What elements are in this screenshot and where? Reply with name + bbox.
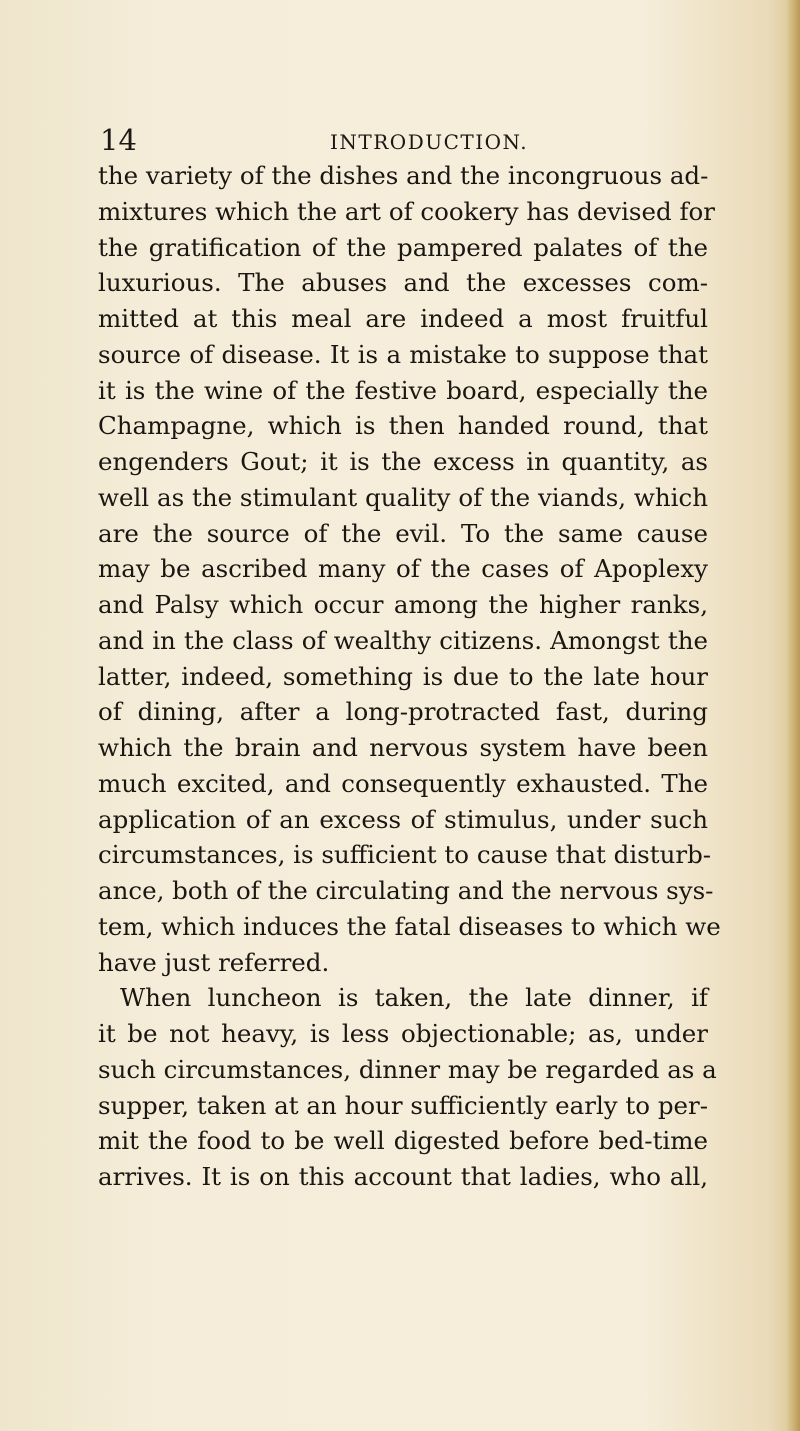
text-line: luxurious. The abuses and the excesses com- xyxy=(98,268,708,298)
paragraph-start-line: When luncheon is taken, the late dinner, if xyxy=(120,983,708,1013)
text-line: mit the food to be well digested before bed-time xyxy=(98,1126,708,1156)
text-line: mitted at this meal are indeed a most fruitful xyxy=(98,304,708,333)
text-line: latter, indeed, something is due to the late hour xyxy=(98,661,708,691)
text-line: source of disease. It is a mistake to suppose that xyxy=(98,339,708,369)
text-line: such circumstances, dinner may be regarded as a xyxy=(98,1054,717,1084)
text-line: and in the class of wealthy citizens. Amongst the xyxy=(98,625,708,655)
text-line: engenders Gout; it is the excess in quantity, as xyxy=(98,447,708,476)
text-line: Champagne, which is then handed round, that xyxy=(98,411,708,441)
text-line: ance, both of the circulating and the nervous sys- xyxy=(98,876,714,905)
text-line: it be not heavy, is less objectionable; as, under xyxy=(98,1019,708,1048)
running-head: INTRODUCTION. xyxy=(330,130,529,154)
text-line: it is the wine of the festive board, especially the xyxy=(98,375,708,405)
page-edge xyxy=(786,0,800,1431)
text-line: much excited, and consequently exhausted. The xyxy=(98,768,708,798)
text-line: arrives. It is on this account that ladies, who all, xyxy=(98,1162,708,1191)
text-line: which the brain and nervous system have been xyxy=(98,733,708,762)
text-line: the gratification of the pampered palates of the xyxy=(98,232,708,262)
text-line: circumstances, is sufficient to cause that disturb- xyxy=(98,840,712,870)
text-line: application of an excess of stimulus, under such xyxy=(98,804,708,834)
text-line: and Palsy which occur among the higher ranks, xyxy=(98,590,708,619)
text-line: well as the stimulant quality of the viands, which xyxy=(98,482,708,512)
text-line: the variety of the dishes and the incongruous ad- xyxy=(98,161,709,190)
body-text xyxy=(98,158,721,1195)
text-line: of dining, after a long-protracted fast, during xyxy=(98,697,708,727)
paragraph-end-line: have just referred. xyxy=(98,947,330,977)
text-line: mixtures which the art of cookery has devised for xyxy=(98,196,716,226)
text-line: may be ascribed many of the cases of Apoplexy xyxy=(98,554,708,584)
page-number: 14 xyxy=(100,123,137,157)
text-line: supper, taken at an hour sufficiently early to per- xyxy=(98,1090,708,1120)
page-header xyxy=(0,120,800,160)
text-line: tem, which induces the fatal diseases to which we xyxy=(98,911,721,941)
text-line: are the source of the evil. To the same cause xyxy=(98,518,708,548)
